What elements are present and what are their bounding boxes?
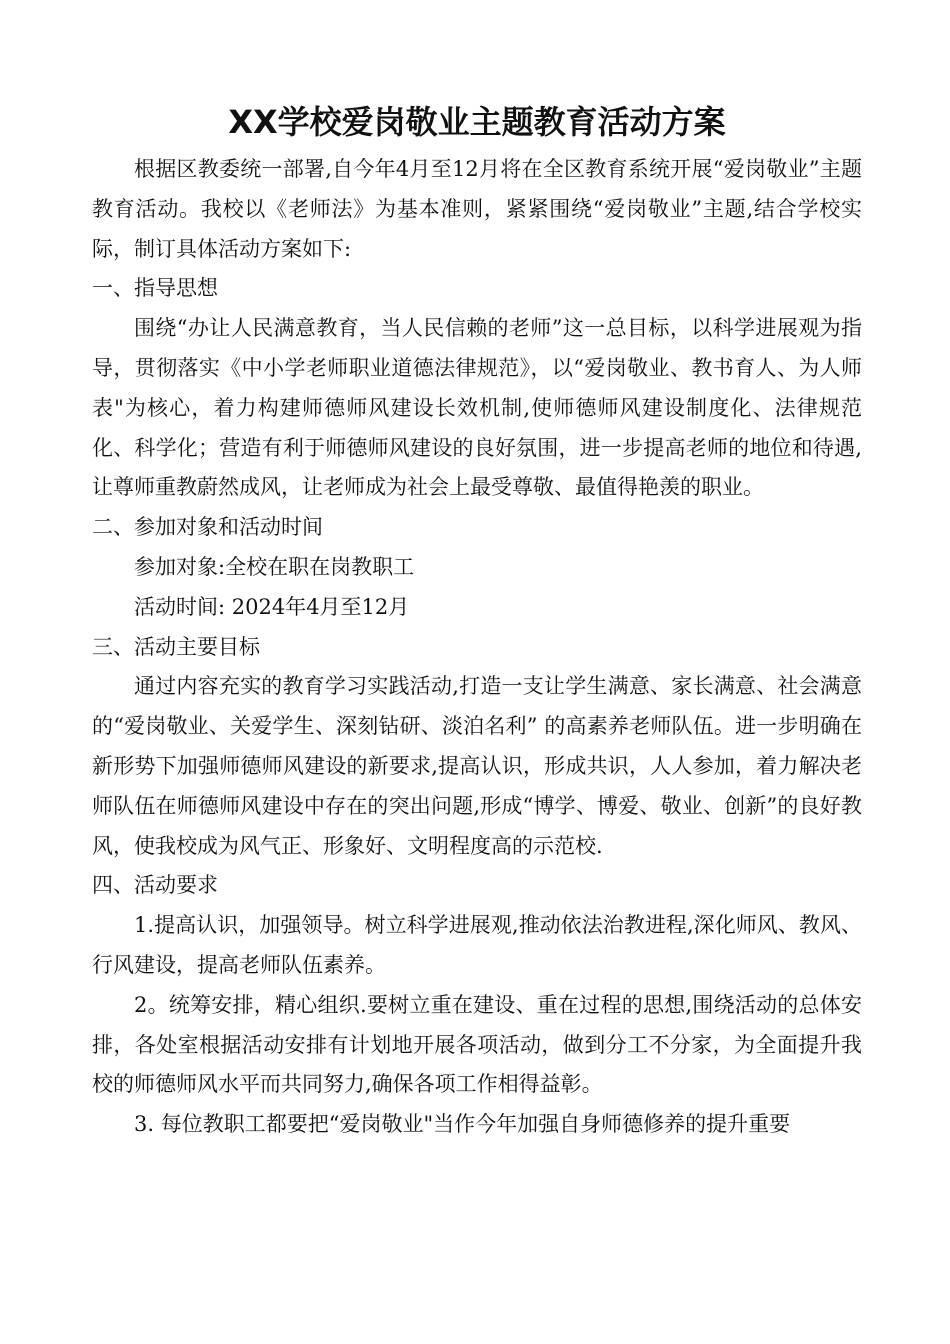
section-3-heading: 三、活动主要目标 (92, 634, 260, 659)
section-1-body: 围绕“办让人民满意教育，当人民信赖的老师”这一总目标，以科学进展观为指导，贯彻落实《中小学老师职业道德法律规范》，以“爱岗敬业、教书育人、为人师表"为核心，着力构建师德师风建设长效机制,使师德师风建设制度化、法律规范化、科学化；营造有利于师德师风建设的良好氛围，进一步提高老师的地位和待遇,让尊师重教蔚然成风，让老师成为社会上最受尊敬、最值得艳羡的职业。 (92, 316, 862, 500)
intro-paragraph: 根据区教委统一部署,自今年4月至12月将在全区教育系统开展“爱岗敬业”主题教育活动。我校以《老师法》为基本准则，紧紧围绕“爱岗敬业”主题,结合学校实际，制订具体活动方案如下: (92, 157, 862, 261)
document-page (92, 98, 862, 1145)
participants-line: 参加对象:全校在职在岗教职工 (134, 554, 415, 579)
requirement-item-1: 1.提高认识，加强领导。树立科学进展观,推动依法治教进程,深化师风、教风、行风建设，提高老师队伍素养。 (92, 913, 862, 977)
section-4-heading: 四、活动要求 (92, 873, 218, 898)
requirement-item-2: 2。统筹安排，精心组织.要树立重在建设、重在过程的思想,围绕活动的总体安排，各处室根据活动安排有计划地开展各项活动，做到分工不分家，为全面提升我校的师德师风水平而共同努力,确保各项工作相得益彰。 (92, 992, 862, 1097)
section-1-heading: 一、指导思想 (92, 276, 218, 301)
section-3-body: 通过内容充实的教育学习实践活动,打造一支让学生满意、家长满意、社会满意的“爱岗敬业、关爱学生、深刻钻研、淡泊名利” 的高素养老师队伍。进一步明确在新形势下加强师德师风建设的新要求,提高认识，形成共识，人人参加，着力解决老师队伍在师德师风建设中存在的突出问题,形成“博学、博爱、敬业、创新”的良好教风，使我校成为风气正、形象好、文明程度高的示范校. (92, 674, 862, 858)
requirement-item-3: 3. 每位教职工都要把“爱岗敬业"当作今年加强自身师德修养的提升重要 (134, 1112, 791, 1137)
section-2-heading: 二、参加对象和活动时间 (92, 515, 323, 540)
activity-time-line: 活动时间: 2024年4月至12月 (134, 594, 410, 619)
document-title: XX学校爱岗敬业主题教育活动方案 (228, 103, 726, 141)
